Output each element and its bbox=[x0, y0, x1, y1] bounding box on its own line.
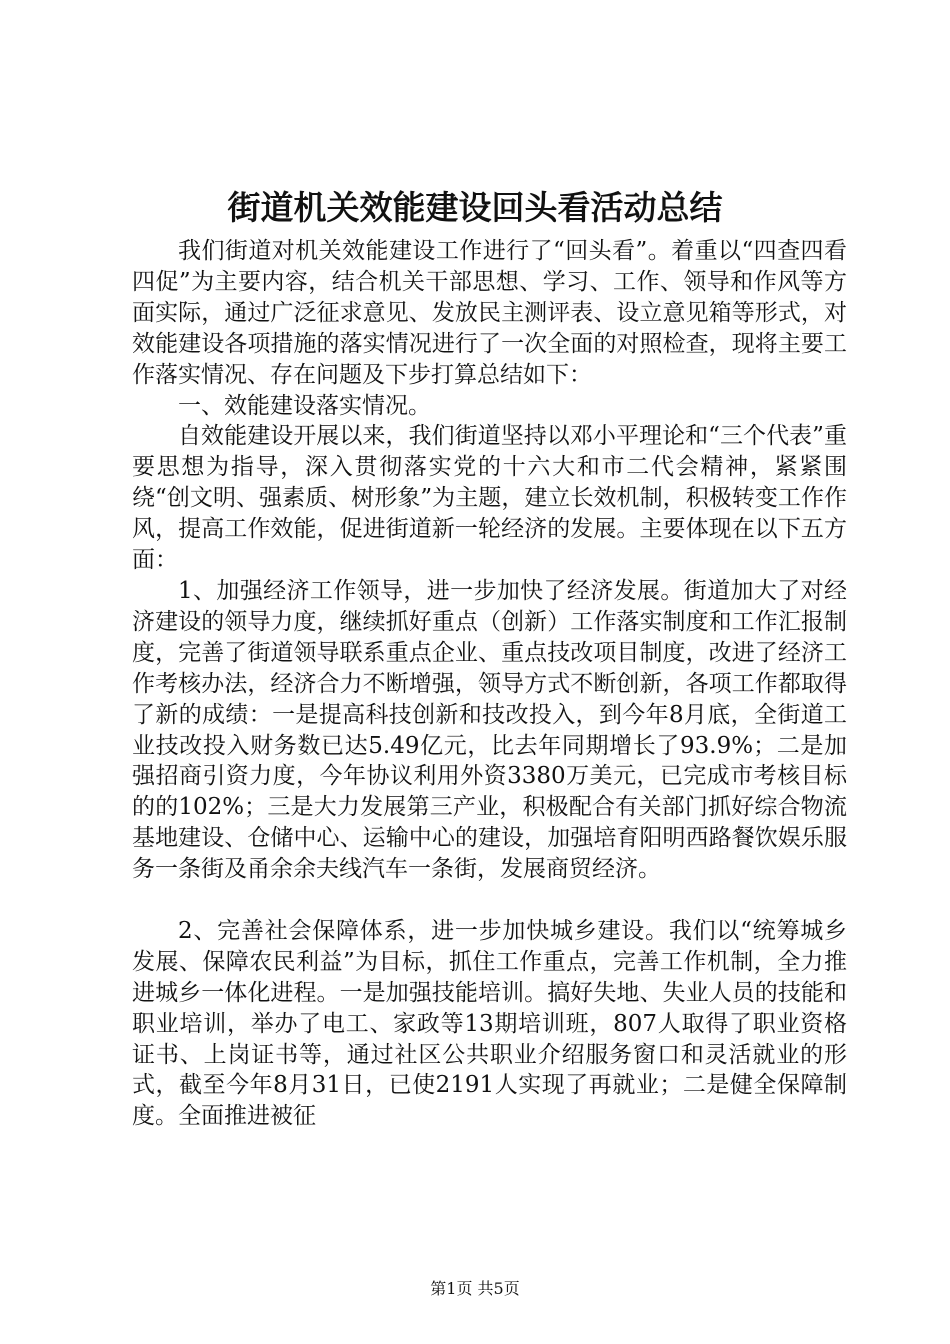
paragraph-overview: 自效能建设开展以来，我们街道坚持以邓小平理论和“三个代表”重要思想为指导，深入贯彻落实党的十六大和市二代会精神，紧紧围绕“创文明、强素质、树形象”为主题，建立长效机制，积极转变工作作风，提高工作效能，促进街道新一轮经济的发展。主要体现在以下五方面： bbox=[132, 423, 847, 574]
document-title: 街道机关效能建设回头看活动总结 bbox=[227, 188, 723, 227]
paragraph-item-1: 1、加强经济工作领导，进一步加快了经济发展。街道加大了对经济建设的领导力度，继续抓好重点（创新）工作落实制度和工作汇报制度，完善了街道领导联系重点企业、重点技改项目制度，改进了经济工作考核办法，经济合力不断增强，领导方式不断创新，各项工作都取得了新的成绩：一是提高科技创新和技改投入，到今年8月底，全街道工业技改投入财务数已达5.49亿元，比去年同期增长了93.9%；二是加强招商引资力度，今年协议利用外资3380万美元，已完成市考核目标的的102%；三是大力发展第三产业，积极配合有关部门抓好综合物流基地建设、仓储中心、运输中心的建设，加强培育阳明西路餐饮娱乐服务一条街及甬余余夫线汽车一条街，发展商贸经济。 bbox=[132, 577, 847, 883]
page-number-footer: 第1页 共5页 bbox=[430, 1279, 520, 1298]
section-heading: 一、效能建设落实情况。 bbox=[178, 392, 431, 419]
paragraph-intro: 我们街道对机关效能建设工作进行了“回头看”。着重以“四查四看四促”为主要内容，结合机关干部思想、学习、工作、领导和作风等方面实际，通过广泛征求意见、发放民主测评表、设立意见箱等形式，对效能建设各项措施的落实情况进行了一次全面的对照检查，现将主要工作落实情况、存在问题及下步打算总结如下： bbox=[132, 238, 847, 388]
paragraph-item-2: 2、完善社会保障体系，进一步加快城乡建设。我们以“统筹城乡发展、保障农民利益”为目标，抓住工作重点，完善工作机制，全力推进城乡一体化进程。一是加强技能培训。搞好失地、失业人员的技能和职业培训，举办了电工、家政等13期培训班，807人取得了职业资格证书、上岗证书等，通过社区公共职业介绍服务窗口和灵活就业的形式，截至今年8月31日，已使2191人实现了再就业；二是健全保障制度。全面推进被征 bbox=[132, 917, 847, 1130]
document-body bbox=[132, 236, 847, 1132]
